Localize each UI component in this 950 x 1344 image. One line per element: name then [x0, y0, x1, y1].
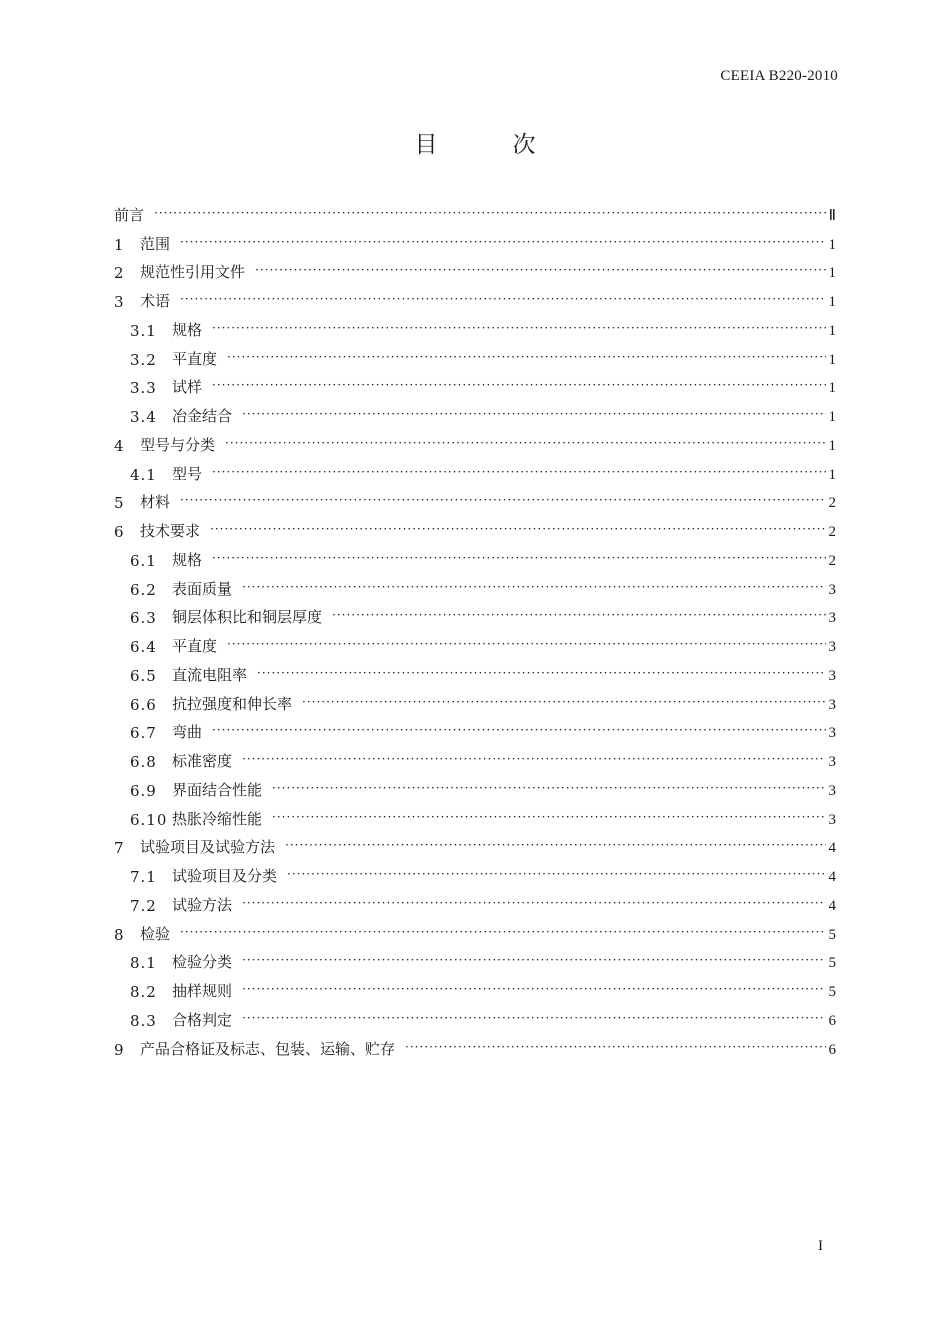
toc-leader-dots	[242, 578, 826, 596]
toc-leader-dots	[154, 204, 826, 222]
toc-entry-label: 前言	[114, 205, 145, 224]
toc-entry-label: 试验项目及试验方法	[140, 838, 276, 857]
toc-leader-dots	[287, 865, 826, 883]
toc-entry-number: 6.10	[130, 810, 168, 829]
toc-entry[interactable]	[114, 570, 836, 599]
toc-entry-page: 1	[828, 466, 836, 483]
toc-entry-number: 4.1	[130, 465, 157, 484]
toc-entry-label: 范围	[140, 234, 171, 253]
toc-leader-dots	[180, 491, 826, 509]
toc-leader-dots	[242, 980, 826, 998]
toc-entry-page: 3	[828, 782, 836, 799]
toc-entry-page: 3	[828, 811, 836, 828]
toc-entry[interactable]	[114, 972, 836, 1001]
toc-entry-page: 2	[828, 495, 836, 512]
toc-entry-page: 3	[828, 725, 836, 742]
toc-entry-number: 6.8	[130, 753, 157, 771]
toc-entry-number: 3.4	[130, 408, 157, 426]
toc-entry-label: 表面质量	[172, 579, 233, 598]
toc-entry-number: 6.2	[130, 580, 157, 599]
toc-leader-dots	[255, 261, 826, 279]
toc-entry-number: 4	[114, 436, 124, 455]
toc-entry[interactable]	[114, 771, 836, 800]
toc-entry-page: 4	[828, 869, 836, 885]
toc-entry-page: 1	[828, 437, 836, 454]
toc-entry-number: 6.1	[130, 551, 157, 570]
toc-entry-number: 6.6	[130, 695, 157, 714]
toc-entry[interactable]	[114, 1001, 836, 1030]
toc-leader-dots	[225, 434, 826, 452]
toc-entry[interactable]	[114, 857, 836, 886]
toc-entry[interactable]	[114, 599, 836, 628]
toc-entry-page: 6	[828, 1041, 836, 1058]
toc-entry-page: 3	[828, 610, 836, 627]
toc-entry-page: 5	[828, 926, 836, 943]
toc-leader-dots	[212, 376, 826, 394]
toc-entry-number: 3.3	[130, 379, 157, 398]
toc-leader-dots	[212, 319, 826, 337]
toc-entry-label: 材料	[140, 493, 171, 512]
toc-leader-dots	[332, 606, 826, 624]
toc-entry-label: 产品合格证及标志、包装、运输、贮存	[140, 1039, 396, 1058]
toc-entry-number: 6.3	[130, 609, 157, 628]
toc-entry-number: 8.1	[130, 954, 157, 973]
toc-leader-dots	[242, 405, 826, 423]
toc-entry-label: 平直度	[172, 349, 218, 368]
toc-entry[interactable]	[114, 512, 836, 541]
toc-entry[interactable]	[114, 886, 836, 915]
toc-entry-number: 7.1	[130, 868, 157, 886]
toc-entry[interactable]	[114, 311, 836, 340]
toc-entry-number: 8	[114, 925, 124, 944]
toc-entry-number: 6.7	[130, 724, 157, 743]
toc-leader-dots	[242, 951, 826, 969]
toc-entry-number: 6	[114, 523, 124, 541]
toc-entry[interactable]	[114, 484, 836, 513]
toc-entry-label: 检验	[140, 924, 171, 943]
toc-entry[interactable]	[114, 426, 836, 455]
toc-entry-number: 6.9	[130, 781, 157, 800]
toc-entry-label: 规格	[172, 320, 203, 339]
toc-entry-label: 试样	[172, 378, 203, 397]
toc-entry[interactable]	[114, 225, 836, 254]
toc-entry-page: 1	[828, 322, 836, 339]
toc-entry-label: 规格	[172, 550, 203, 569]
toc-entry-page: 1	[828, 380, 836, 397]
toc-entry[interactable]	[114, 944, 836, 973]
toc-entry-number: 8.2	[130, 983, 157, 1001]
toc-entry-label: 冶金结合	[172, 407, 233, 425]
toc-leader-dots	[212, 549, 826, 567]
toc-entry-page: 5	[828, 984, 836, 1000]
toc-entry[interactable]	[114, 282, 836, 311]
toc-entry-label: 型号与分类	[140, 435, 216, 454]
toc-leader-dots	[272, 808, 826, 826]
toc-entry-number: 5	[114, 494, 124, 513]
toc-entry[interactable]	[114, 340, 836, 369]
toc-entry-label: 标准密度	[172, 752, 233, 770]
toc-entry-page: 3	[828, 581, 836, 598]
toc-entry-label: 检验分类	[172, 953, 233, 972]
toc-entry-label: 直流电阻率	[172, 665, 248, 684]
toc-entry-page: 4	[828, 840, 836, 857]
toc-entry-number: 2	[114, 264, 124, 283]
toc-entry-page: 1	[828, 236, 836, 253]
toc-entry-label: 型号	[172, 464, 203, 483]
toc-entry[interactable]	[114, 541, 836, 570]
toc-entry-label: 热胀冷缩性能	[172, 809, 263, 828]
toc-leader-dots	[227, 635, 826, 653]
toc-entry-label: 规范性引用文件	[140, 263, 246, 282]
toc-entry-page: Ⅱ	[828, 207, 836, 224]
toc-entry-page: 2	[828, 524, 836, 540]
toc-entry[interactable]	[114, 196, 836, 225]
toc-leader-dots	[180, 923, 826, 941]
toc-entry[interactable]	[114, 254, 836, 283]
toc-entry-page: 6	[828, 1012, 836, 1029]
toc-leader-dots	[272, 779, 826, 797]
toc-entry-label: 平直度	[172, 637, 218, 655]
toc-entry-number: 3	[114, 293, 124, 311]
toc-leader-dots	[242, 894, 826, 912]
toc-entry-label: 合格判定	[172, 1010, 233, 1029]
toc-entry-label: 试验方法	[172, 895, 233, 914]
toc-entry-number: 7	[114, 839, 124, 858]
toc-entry[interactable]	[114, 1030, 836, 1059]
table-of-contents	[114, 196, 836, 1059]
toc-entry[interactable]	[114, 742, 836, 771]
toc-entry-label: 铜层体积比和铜层厚度	[172, 608, 323, 627]
toc-entry-number: 8.3	[130, 1011, 157, 1030]
toc-leader-dots	[257, 664, 826, 682]
toc-leader-dots	[242, 1009, 826, 1027]
toc-entry-label: 界面结合性能	[172, 780, 263, 799]
toc-leader-dots	[180, 233, 826, 251]
toc-entry-number: 3.1	[130, 321, 157, 340]
toc-entry-number: 9	[114, 1040, 124, 1059]
toc-entry-label: 术语	[140, 292, 171, 310]
toc-leader-dots	[302, 693, 826, 711]
toc-entry-page: 1	[828, 409, 836, 425]
toc-entry[interactable]	[114, 915, 836, 944]
toc-entry-number: 6.4	[130, 638, 157, 656]
toc-entry-label: 弯曲	[172, 723, 203, 742]
toc-entry-label: 抗拉强度和伸长率	[172, 694, 293, 713]
toc-entry-number: 6.5	[130, 666, 157, 685]
toc-entry-label: 技术要求	[140, 522, 201, 540]
toc-entry-page: 2	[828, 552, 836, 569]
toc-entry-page: 4	[828, 897, 836, 914]
toc-entry-page: 1	[828, 265, 836, 282]
toc-entry-label: 抽样规则	[172, 982, 233, 1000]
toc-entry-page: 5	[828, 955, 836, 972]
toc-entry[interactable]	[114, 369, 836, 398]
toc-leader-dots	[210, 520, 826, 538]
toc-entry-number: 1	[114, 235, 124, 254]
toc-entry-page: 3	[828, 696, 836, 713]
toc-entry-number: 7.2	[130, 896, 157, 915]
toc-entry-page: 3	[828, 667, 836, 684]
toc-entry-page: 1	[828, 351, 836, 368]
toc-leader-dots	[405, 1038, 826, 1056]
toc-entry[interactable]	[114, 714, 836, 743]
toc-entry[interactable]	[114, 800, 836, 829]
toc-leader-dots	[180, 290, 826, 308]
toc-leader-dots	[242, 750, 826, 768]
toc-entry[interactable]	[114, 685, 836, 714]
page-number: I	[818, 1238, 823, 1254]
toc-entry[interactable]	[114, 829, 836, 858]
standard-code: CEEIA B220-2010	[720, 68, 838, 84]
toc-entry-label: 试验项目及分类	[172, 867, 278, 885]
toc-title: 目 次	[414, 132, 562, 158]
toc-entry-page: 1	[828, 294, 836, 310]
toc-leader-dots	[212, 463, 826, 481]
toc-leader-dots	[212, 721, 826, 739]
toc-leader-dots	[285, 836, 826, 854]
toc-leader-dots	[227, 348, 826, 366]
toc-entry[interactable]	[114, 455, 836, 484]
toc-entry[interactable]	[114, 627, 836, 656]
toc-entry-number: 3.2	[130, 350, 157, 369]
toc-entry[interactable]	[114, 656, 836, 685]
toc-entry[interactable]	[114, 397, 836, 426]
toc-entry-page: 3	[828, 754, 836, 770]
toc-entry-page: 3	[828, 639, 836, 655]
